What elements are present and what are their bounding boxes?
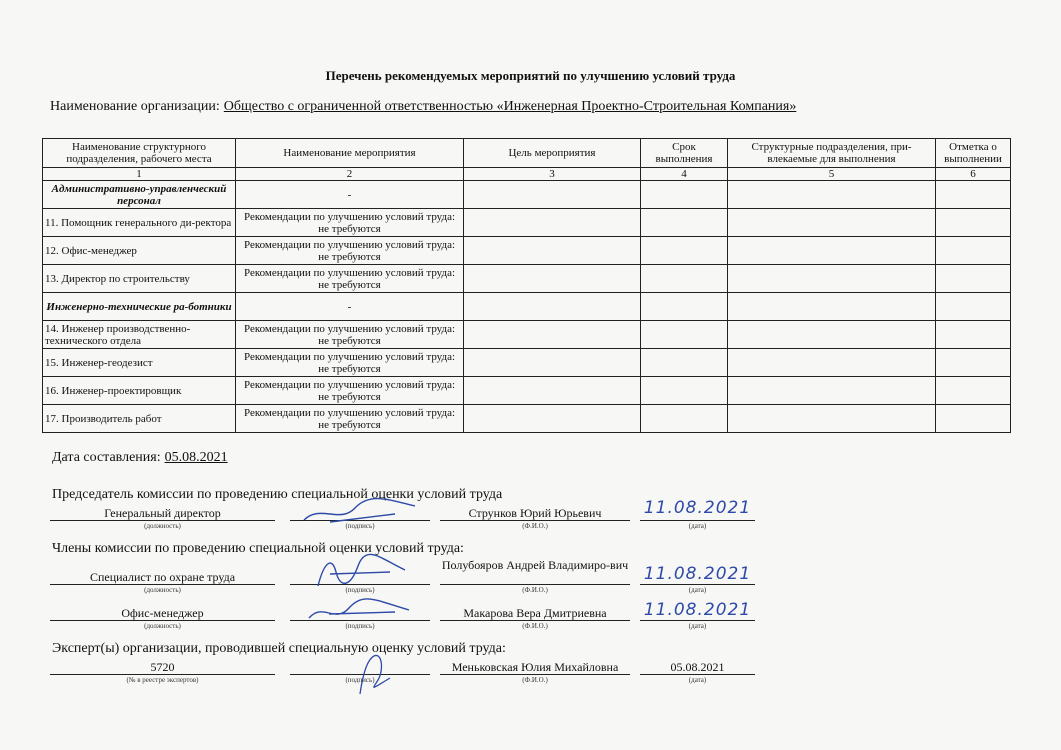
chair-signature [300, 494, 420, 528]
header-cell: Срок выполнения [641, 139, 728, 168]
empty-cell [936, 181, 1011, 209]
registry-caption: (№ в реестре экспертов) [126, 676, 199, 684]
empty-cell [464, 405, 641, 433]
chair-fio: Струнков Юрий Юрьевич [468, 506, 602, 520]
header-cell: Цель мероприятия [464, 139, 641, 168]
measure-cell: Рекомендации по улучшению условий труда: не требуются [236, 265, 464, 293]
member-signature [310, 552, 410, 592]
empty-cell [641, 349, 728, 377]
measure-cell: - [236, 181, 464, 209]
header-cell: Отметка о выполнении [936, 139, 1011, 168]
chair-section-title: Председатель комиссии по проведению специальной оценки условий труда [52, 487, 503, 502]
empty-cell [464, 265, 641, 293]
column-number-row [43, 168, 1011, 181]
workplace-cell: 12. Офис-менеджер [43, 237, 236, 265]
empty-cell [728, 321, 936, 349]
member-position: Специалист по охране труда [89, 570, 236, 584]
fio-line [440, 620, 630, 621]
column-number: 3 [464, 168, 641, 181]
position-line [50, 584, 275, 585]
member-fio: Полубояров Андрей Владимиро-вич [441, 558, 629, 572]
table-row [43, 209, 1011, 237]
measure-cell: Рекомендации по улучшению условий труда: не требуются [236, 209, 464, 237]
organization-name: Общество с ограниченной ответственностью «Инженерная Проектно-Строительная Компания» [223, 99, 797, 114]
group-name-cell: Административно-управленческий персонал [43, 181, 236, 209]
date-caption: (дата) [688, 586, 707, 594]
empty-cell [641, 181, 728, 209]
empty-cell [936, 265, 1011, 293]
measure-cell: Рекомендации по улучшению условий труда: не требуются [236, 377, 464, 405]
header-cell: Наименование структурного подразделения, рабочего места [43, 139, 236, 168]
organization-label: Наименование организации: [50, 99, 220, 114]
measures-table [42, 138, 1011, 433]
date-line [640, 620, 755, 621]
empty-cell [728, 237, 936, 265]
signature-caption: (подпись) [345, 622, 375, 630]
empty-cell [728, 349, 936, 377]
member-date: 11.08.2021 [643, 564, 752, 584]
empty-cell [464, 181, 641, 209]
date-caption: (дата) [688, 522, 707, 530]
position-caption: (должность) [144, 586, 181, 594]
measure-cell: Рекомендации по улучшению условий труда: не требуются [236, 321, 464, 349]
empty-cell [464, 237, 641, 265]
fio-caption: (Ф.И.О.) [522, 676, 548, 684]
signature-caption: (подпись) [345, 586, 375, 594]
measure-cell: Рекомендации по улучшению условий труда: не требуются [236, 349, 464, 377]
expert-date: 05.08.2021 [670, 660, 725, 674]
fio-line [440, 584, 630, 585]
fio-line [440, 520, 630, 521]
column-number: 4 [641, 168, 728, 181]
table-row [43, 265, 1011, 293]
table-row [43, 377, 1011, 405]
empty-cell [728, 209, 936, 237]
table-row [43, 237, 1011, 265]
measure-cell: - [236, 293, 464, 321]
empty-cell [936, 293, 1011, 321]
empty-cell [464, 209, 641, 237]
empty-cell [641, 405, 728, 433]
empty-cell [936, 321, 1011, 349]
workplace-cell: 17. Производитель работ [43, 405, 236, 433]
empty-cell [728, 293, 936, 321]
date-compiled-value: 05.08.2021 [164, 450, 228, 465]
empty-cell [641, 265, 728, 293]
date-caption: (дата) [688, 622, 707, 630]
workplace-cell: 13. Директор по строительству [43, 265, 236, 293]
empty-cell [936, 349, 1011, 377]
position-caption: (должность) [144, 622, 181, 630]
organization-line [50, 99, 796, 115]
member-date: 11.08.2021 [643, 600, 752, 620]
empty-cell [641, 237, 728, 265]
date-line [640, 584, 755, 585]
empty-cell [464, 377, 641, 405]
signature-caption: (подпись) [345, 676, 375, 684]
fio-line [440, 674, 630, 675]
table-row [43, 321, 1011, 349]
empty-cell [936, 405, 1011, 433]
empty-cell [464, 321, 641, 349]
members-section-title: Члены комиссии по проведению специальной оценки условий труда: [52, 541, 464, 556]
workplace-cell: 14. Инженер производственно-технического отдела [43, 321, 236, 349]
workplace-cell: 16. Инженер-проектировщик [43, 377, 236, 405]
empty-cell [641, 321, 728, 349]
member-signature [305, 596, 415, 626]
date-line [640, 674, 755, 675]
column-number: 5 [728, 168, 936, 181]
member-position: Офис-менеджер [121, 606, 204, 620]
page-title: Перечень рекомендуемых мероприятий по улучшению условий труда [325, 68, 736, 83]
table-header-row [43, 139, 1011, 168]
empty-cell [641, 377, 728, 405]
expert-fio: Меньковская Юлия Михайловна [451, 660, 619, 674]
date-line [640, 520, 755, 521]
fio-caption: (Ф.И.О.) [522, 622, 548, 630]
empty-cell [728, 265, 936, 293]
signature-caption: (подпись) [345, 522, 375, 530]
date-compiled-label: Дата составления: [52, 450, 161, 465]
header-cell: Наименование мероприятия [236, 139, 464, 168]
empty-cell [936, 237, 1011, 265]
position-line [50, 520, 275, 521]
workplace-cell: 15. Инженер-геодезист [43, 349, 236, 377]
empty-cell [936, 377, 1011, 405]
chair-position: Генеральный директор [104, 506, 221, 520]
measure-cell: Рекомендации по улучшению условий труда: не требуются [236, 405, 464, 433]
empty-cell [641, 209, 728, 237]
header-cell: Структурные подразделения, при-влекаемые для выполнения [728, 139, 936, 168]
expert-registry-no: 5720 [150, 660, 175, 674]
member-fio: Макарова Вера Дмитриевна [463, 606, 607, 620]
position-caption: (должность) [144, 522, 181, 530]
group-row [43, 293, 1011, 321]
empty-cell [728, 405, 936, 433]
registry-line [50, 674, 275, 675]
column-number: 6 [936, 168, 1011, 181]
empty-cell [728, 377, 936, 405]
table-row [43, 405, 1011, 433]
date-compiled [52, 450, 228, 466]
empty-cell [728, 181, 936, 209]
column-number: 2 [236, 168, 464, 181]
measure-cell: Рекомендации по улучшению условий труда: не требуются [236, 237, 464, 265]
empty-cell [641, 293, 728, 321]
chair-date: 11.08.2021 [643, 498, 752, 518]
workplace-cell: 11. Помощник генерального ди-ректора [43, 209, 236, 237]
position-line [50, 620, 275, 621]
empty-cell [464, 293, 641, 321]
table-row [43, 349, 1011, 377]
empty-cell [464, 349, 641, 377]
expert-section-title: Эксперт(ы) организации, проводившей специальную оценку условий труда: [52, 641, 506, 656]
expert-signature [340, 650, 410, 698]
column-number: 1 [43, 168, 236, 181]
fio-caption: (Ф.И.О.) [522, 586, 548, 594]
fio-caption: (Ф.И.О.) [522, 522, 548, 530]
empty-cell [936, 209, 1011, 237]
group-row [43, 181, 1011, 209]
group-name-cell: Инженерно-технические ра-ботники [43, 293, 236, 321]
date-caption: (дата) [688, 676, 707, 684]
